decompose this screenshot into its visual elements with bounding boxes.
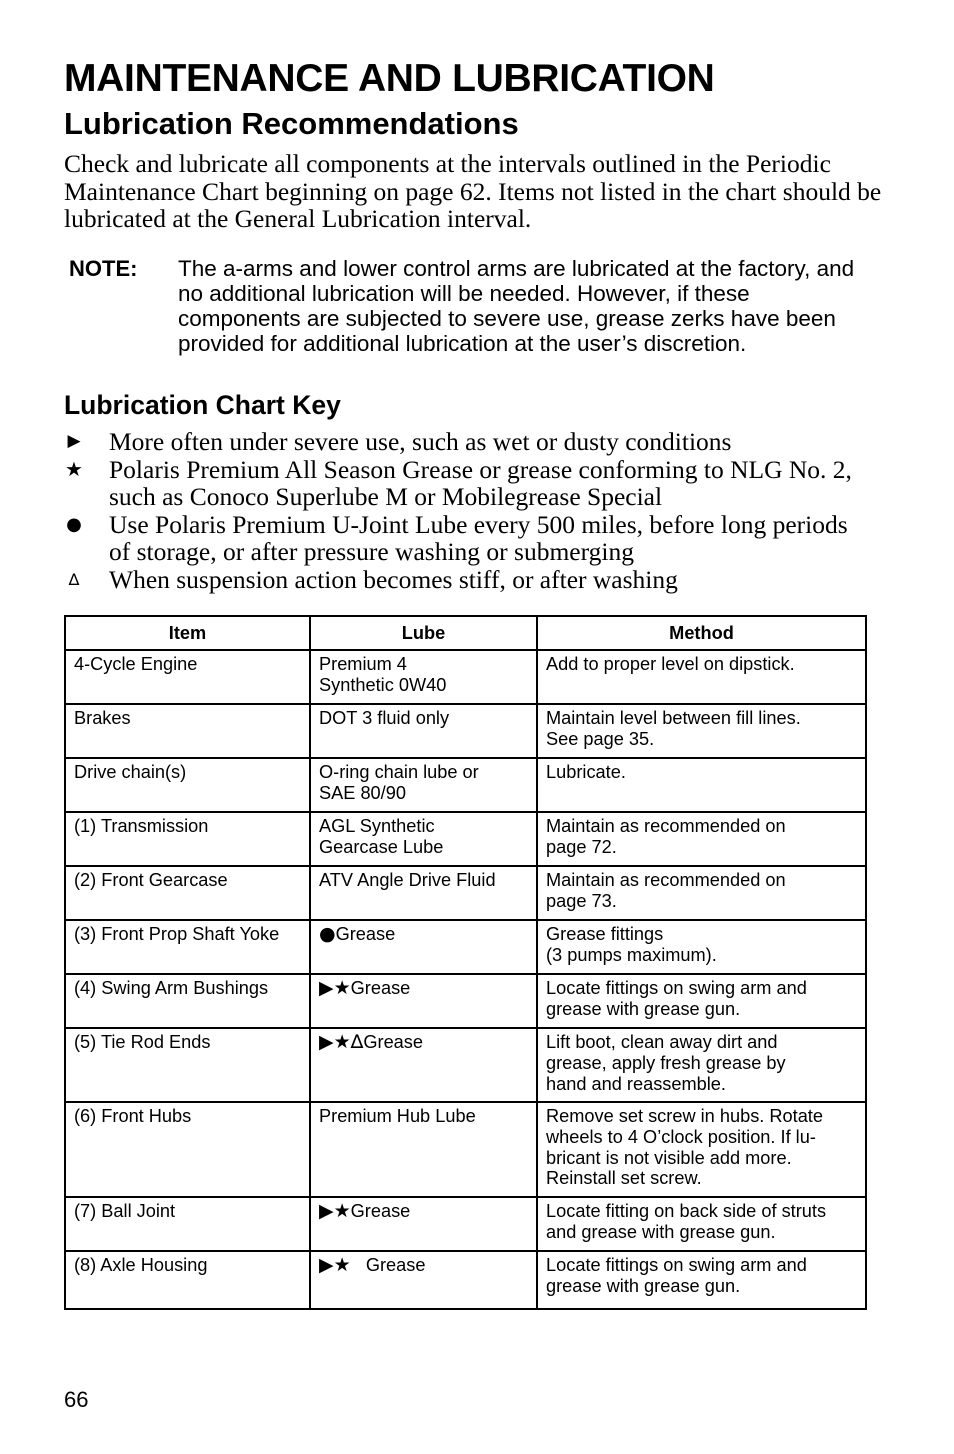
- column-header-method: Method: [537, 616, 866, 650]
- cell-lube: [310, 866, 537, 920]
- lube-text: Premium Hub Lube: [319, 1106, 476, 1126]
- triangle-right-icon: ▶: [67, 431, 81, 451]
- table-row: [65, 920, 866, 974]
- cell-method: Maintain as recommended on page 73.: [537, 866, 866, 920]
- key-item-severe-use: [64, 428, 864, 456]
- lube-symbols: ▶★: [319, 1200, 351, 1222]
- cell-item: Drive chain(s): [65, 758, 310, 812]
- cell-lube: [310, 1102, 537, 1197]
- page-number: 66: [64, 1387, 89, 1412]
- cell-item: (6) Front Hubs: [65, 1102, 310, 1197]
- cell-method: Locate fitting on back side of struts and grease with grease gun.: [537, 1197, 866, 1251]
- cell-method: Remove set screw in hubs. Rotate wheels to 4 O’clock position. If lu- bricant is not visible add more. Reinstall set screw.: [537, 1102, 866, 1197]
- chart-key-heading: Lubrication Chart Key: [64, 390, 341, 420]
- cell-item: (2) Front Gearcase: [65, 866, 310, 920]
- bullet-dot-icon: ●: [66, 513, 82, 535]
- key-item-grease: [64, 456, 864, 511]
- cell-item: (5) Tie Rod Ends: [65, 1028, 310, 1102]
- cell-item: (7) Ball Joint: [65, 1197, 310, 1251]
- page-title: MAINTENANCE AND LUBRICATION: [64, 57, 715, 100]
- cell-item: Brakes: [65, 704, 310, 758]
- lube-text: Grease: [350, 978, 411, 998]
- cell-method: Add to proper level on dipstick.: [537, 650, 866, 704]
- table-row: [65, 1197, 866, 1251]
- table-row: [65, 1251, 866, 1309]
- note-label: NOTE:: [69, 256, 138, 281]
- column-header-lube: Lube: [310, 616, 537, 650]
- table-row: [65, 866, 866, 920]
- cell-lube: [310, 920, 537, 974]
- cell-item: (8) Axle Housing: [65, 1251, 310, 1309]
- cell-item: (3) Front Prop Shaft Yoke: [65, 920, 310, 974]
- note-text: The a-arms and lower control arms are lubricated at the factory, and no additional lubrication will be needed. However, if these components are subjected to severe use, grease zerks have been provided for additional lubrication at the user’s discretion.: [178, 256, 855, 356]
- cell-lube: [310, 974, 537, 1028]
- lube-text: Grease: [350, 1201, 411, 1221]
- key-item-text: More often under severe use, such as wet or dusty conditions: [109, 427, 732, 456]
- cell-lube: [310, 1197, 537, 1251]
- cell-lube: [310, 1028, 537, 1102]
- table-row: [65, 974, 866, 1028]
- key-item-text: Use Polaris Premium U-Joint Lube every 500 miles, before long periods of storage, or after pressure washing or submerging: [109, 509, 848, 566]
- lube-text: O-ring chain lube or SAE 80/90: [319, 762, 479, 803]
- table-row: [65, 704, 866, 758]
- cell-lube: [310, 758, 537, 812]
- lube-symbols: ▶★∆: [319, 1031, 364, 1053]
- cell-item: (1) Transmission: [65, 812, 310, 866]
- table-row: [65, 812, 866, 866]
- key-item-ujoint-lube: [64, 511, 864, 566]
- chart-key-list: [64, 428, 864, 593]
- lube-symbols: ▶★: [319, 1254, 351, 1276]
- lube-text: Grease: [335, 924, 396, 944]
- cell-lube: [310, 1251, 537, 1309]
- lube-symbols: ▶★: [319, 977, 351, 999]
- table-row: [65, 1102, 866, 1197]
- table-row: [65, 650, 866, 704]
- cell-item: (4) Swing Arm Bushings: [65, 974, 310, 1028]
- table-row: [65, 1028, 866, 1102]
- lube-text: Grease: [363, 1032, 424, 1052]
- cell-method: Lubricate.: [537, 758, 866, 812]
- table-row: [65, 758, 866, 812]
- lube-symbols: ●: [319, 923, 336, 945]
- cell-method: Locate fittings on swing arm and grease with grease gun.: [537, 974, 866, 1028]
- lube-text: Grease: [350, 1255, 426, 1275]
- lube-text: DOT 3 fluid only: [319, 708, 450, 728]
- key-item-suspension: [64, 566, 864, 594]
- cell-method: Maintain level between fill lines. See page 35.: [537, 704, 866, 758]
- lube-text: Premium 4 Synthetic 0W40: [319, 654, 447, 695]
- lubrication-table: [64, 615, 867, 1310]
- cell-method: Locate fittings on swing arm and grease with grease gun.: [537, 1251, 866, 1309]
- cell-item: 4-Cycle Engine: [65, 650, 310, 704]
- cell-lube: [310, 812, 537, 866]
- table-header-row: [65, 616, 866, 650]
- cell-lube: [310, 650, 537, 704]
- cell-method: Grease fittings (3 pumps maximum).: [537, 920, 866, 974]
- cell-lube: [310, 704, 537, 758]
- lube-text: ATV Angle Drive Fluid: [319, 870, 496, 890]
- delta-icon: ∆: [68, 569, 80, 589]
- cell-method: Lift boot, clean away dirt and grease, apply fresh grease by hand and reassemble.: [537, 1028, 866, 1102]
- key-item-text: When suspension action becomes stiff, or after washing: [109, 564, 678, 594]
- key-item-text: Polaris Premium All Season Grease or grease conforming to NLG No. 2, such as Conoco Superlube M or Mobilegrease Special: [109, 454, 852, 511]
- lube-text: AGL Synthetic Gearcase Lube: [319, 816, 444, 857]
- section-heading: Lubrication Recommendations: [64, 106, 519, 141]
- cell-method: Maintain as recommended on page 72.: [537, 812, 866, 866]
- star-icon: ★: [65, 456, 83, 481]
- intro-paragraph: Check and lubricate all components at the intervals outlined in the Periodic Maintenance Chart beginning on page 62. Items not listed in the chart should be lubricated at the General Lubrication interval.: [64, 149, 882, 233]
- column-header-item: Item: [65, 616, 310, 650]
